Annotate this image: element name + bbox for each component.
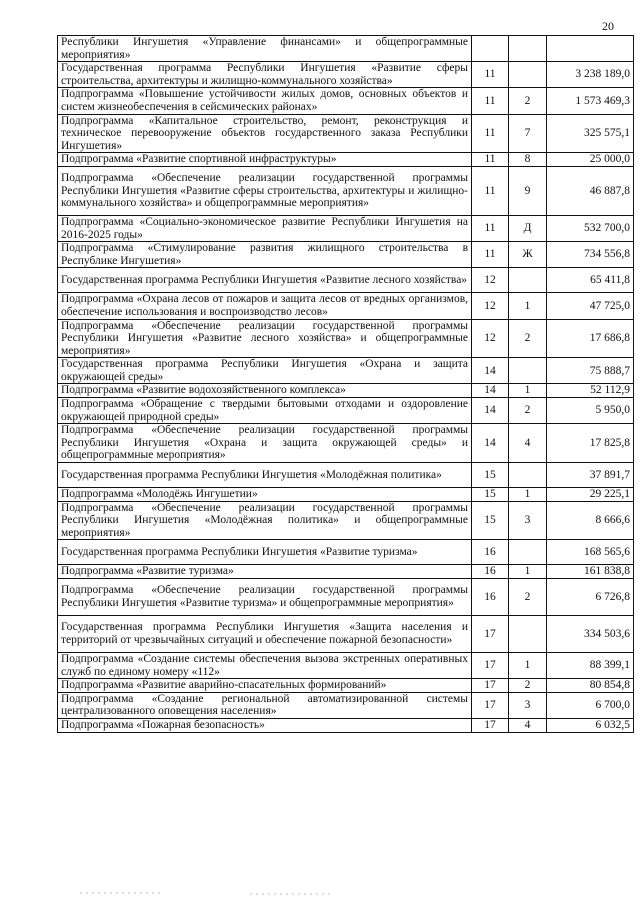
program-code: 11: [472, 153, 509, 167]
program-code: 11: [472, 166, 509, 215]
table-row: [58, 319, 634, 358]
amount: 65 411,8: [547, 268, 634, 293]
subprogram-code: 2: [509, 398, 547, 424]
table-row: [58, 114, 634, 153]
program-code: 12: [472, 319, 509, 358]
table-row: [58, 565, 634, 579]
row-name: Государственная программа Республики Ингушетия «Развитие туризма»: [58, 540, 472, 565]
subprogram-code: 2: [509, 88, 547, 114]
table-row: [58, 488, 634, 502]
table-row: [58, 679, 634, 693]
program-code: 11: [472, 62, 509, 88]
amount: 52 112,9: [547, 384, 634, 398]
table-row: [58, 268, 634, 293]
row-name: Государственная программа Республики Ингушетия «Развитие лесного хозяйства»: [58, 268, 472, 293]
row-name: Подпрограмма «Обеспечение реализации государственной программы Республики Ингушетия «Развитие лесного хозяйства» и общепрограммные мероприятия»: [58, 319, 472, 358]
subprogram-code: 1: [509, 488, 547, 502]
table-row: [58, 692, 634, 718]
amount: 75 888,7: [547, 358, 634, 384]
program-code: 15: [472, 501, 509, 540]
program-code: 11: [472, 114, 509, 153]
row-name: Подпрограмма «Развитие спортивной инфраструктуры»: [58, 153, 472, 167]
amount: 161 838,8: [547, 565, 634, 579]
program-code: 17: [472, 692, 509, 718]
row-name: Подпрограмма «Обеспечение реализации государственной программы Республики Ингушетия «Развитие туризма» и общепрограммные мероприятия»: [58, 579, 472, 616]
table-row: [58, 616, 634, 653]
program-code: 17: [472, 679, 509, 693]
row-name: Подпрограмма «Капитальное строительство, ремонт, реконструкция и техническое перевооружение объектов государственного заказа Республики Ингушетия»: [58, 114, 472, 153]
scan-marks: [0, 888, 640, 898]
page-number: 20: [602, 19, 614, 33]
subprogram-code: 1: [509, 293, 547, 319]
row-name: Подпрограмма «Обеспечение реализации государственной программы Республики Ингушетия «Молодёжная политика» и общепрограммные мероприятия»: [58, 501, 472, 540]
amount: 17 686,8: [547, 319, 634, 358]
subprogram-code: 9: [509, 166, 547, 215]
amount: 25 000,0: [547, 153, 634, 167]
row-name: Подпрограмма «Развитие туризма»: [58, 565, 472, 579]
table-row: [58, 88, 634, 114]
row-name: Республики Ингушетия «Управление финансами» и общепрограммные мероприятия»: [58, 36, 472, 62]
program-code: 14: [472, 398, 509, 424]
amount: 46 887,8: [547, 166, 634, 215]
amount: 1 573 469,3: [547, 88, 634, 114]
amount: 168 565,6: [547, 540, 634, 565]
amount: 88 399,1: [547, 653, 634, 679]
subprogram-code: [509, 62, 547, 88]
subprogram-code: 3: [509, 501, 547, 540]
table-row: [58, 540, 634, 565]
program-code: 17: [472, 653, 509, 679]
amount: 6 726,8: [547, 579, 634, 616]
row-name: Государственная программа Республики Ингушетия «Охрана и защита окружающей среды»: [58, 358, 472, 384]
amount: 734 556,8: [547, 242, 634, 268]
program-code: 16: [472, 579, 509, 616]
subprogram-code: Ж: [509, 242, 547, 268]
row-name: Подпрограмма «Обеспечение реализации государственной программы Республики Ингушетия «Охрана и защита окружающей среды» и общепрограммные мероприятия»: [58, 424, 472, 463]
subprogram-code: [509, 540, 547, 565]
row-name: Подпрограмма «Повышение устойчивости жилых домов, основных объектов и систем жизнеобеспечения в сейсмических районах»: [58, 88, 472, 114]
amount: 325 575,1: [547, 114, 634, 153]
subprogram-code: 2: [509, 319, 547, 358]
table-row: [58, 718, 634, 732]
program-code: 11: [472, 88, 509, 114]
subprogram-code: [509, 358, 547, 384]
amount: 5 950,0: [547, 398, 634, 424]
program-code: [472, 36, 509, 62]
amount: 3 238 189,0: [547, 62, 634, 88]
program-code: 11: [472, 215, 509, 241]
row-name: Подпрограмма «Пожарная безопасность»: [58, 718, 472, 732]
table-row: [58, 166, 634, 215]
program-code: 17: [472, 616, 509, 653]
row-name: Подпрограмма «Развитие водохозяйственного комплекса»: [58, 384, 472, 398]
row-name: Подпрограмма «Стимулирование развития жилищного строительства в Республике Ингушетия»: [58, 242, 472, 268]
subprogram-code: [509, 36, 547, 62]
amount: 8 666,6: [547, 501, 634, 540]
amount: 6 700,0: [547, 692, 634, 718]
program-code: 12: [472, 293, 509, 319]
table-row: [58, 579, 634, 616]
table-row: [58, 242, 634, 268]
table-row: [58, 501, 634, 540]
subprogram-code: 7: [509, 114, 547, 153]
program-code: 15: [472, 488, 509, 502]
row-name: Подпрограмма «Социально-экономическое развитие Республики Ингушетия на 2016-2025 годы»: [58, 215, 472, 241]
table-row: [58, 153, 634, 167]
program-code: 11: [472, 242, 509, 268]
table-row: [58, 36, 634, 62]
table-row: [58, 653, 634, 679]
row-name: Государственная программа Республики Ингушетия «Защита населения и территорий от чрезвычайных ситуаций и обеспечение пожарной безопасности»: [58, 616, 472, 653]
subprogram-code: [509, 268, 547, 293]
program-code: 14: [472, 358, 509, 384]
row-name: Подпрограмма «Создание системы обеспечения вызова экстренных оперативных служб по единому номеру «112»: [58, 653, 472, 679]
amount: 334 503,6: [547, 616, 634, 653]
row-name: Подпрограмма «Обращение с твердыми бытовыми отходами и оздоровление окружающей природной среды»: [58, 398, 472, 424]
subprogram-code: 4: [509, 424, 547, 463]
subprogram-code: 4: [509, 718, 547, 732]
table-row: [58, 398, 634, 424]
table-row: [58, 358, 634, 384]
program-code: 15: [472, 463, 509, 488]
amount: 6 032,5: [547, 718, 634, 732]
program-code: 17: [472, 718, 509, 732]
row-name: Подпрограмма «Развитие аварийно-спасательных формирований»: [58, 679, 472, 693]
subprogram-code: 1: [509, 565, 547, 579]
row-name: Государственная программа Республики Ингушетия «Развитие сферы строительства, архитектуры и жилищно-коммунального хозяйства»: [58, 62, 472, 88]
subprogram-code: 2: [509, 679, 547, 693]
subprogram-code: 8: [509, 153, 547, 167]
subprogram-code: 3: [509, 692, 547, 718]
table-row: [58, 215, 634, 241]
program-code: 16: [472, 540, 509, 565]
amount: 37 891,7: [547, 463, 634, 488]
amount: 17 825,8: [547, 424, 634, 463]
amount: 532 700,0: [547, 215, 634, 241]
amount: 29 225,1: [547, 488, 634, 502]
program-code: 14: [472, 424, 509, 463]
table-row: [58, 424, 634, 463]
program-code: 16: [472, 565, 509, 579]
subprogram-code: Д: [509, 215, 547, 241]
row-name: Подпрограмма «Охрана лесов от пожаров и защита лесов от вредных организмов, обеспечение использования и воспроизводство лесов»: [58, 293, 472, 319]
row-name: Подпрограмма «Обеспечение реализации государственной программы Республики Ингушетия «Развитие сферы строительства, архитектуры и жилищно-коммунального хозяйства» и общепрограммные мероприятия»: [58, 166, 472, 215]
row-name: Подпрограмма «Молодёжь Ингушетии»: [58, 488, 472, 502]
subprogram-code: [509, 616, 547, 653]
subprogram-code: 1: [509, 653, 547, 679]
row-name: Государственная программа Республики Ингушетия «Молодёжная политика»: [58, 463, 472, 488]
budget-table: [57, 35, 634, 733]
table-row: [58, 384, 634, 398]
subprogram-code: [509, 463, 547, 488]
table-row: [58, 62, 634, 88]
table-row: [58, 293, 634, 319]
amount: 80 854,8: [547, 679, 634, 693]
subprogram-code: 1: [509, 384, 547, 398]
subprogram-code: 2: [509, 579, 547, 616]
row-name: Подпрограмма «Создание региональной автоматизированной системы централизованного оповещения населения»: [58, 692, 472, 718]
table-row: [58, 463, 634, 488]
program-code: 14: [472, 384, 509, 398]
program-code: 12: [472, 268, 509, 293]
amount: [547, 36, 634, 62]
amount: 47 725,0: [547, 293, 634, 319]
